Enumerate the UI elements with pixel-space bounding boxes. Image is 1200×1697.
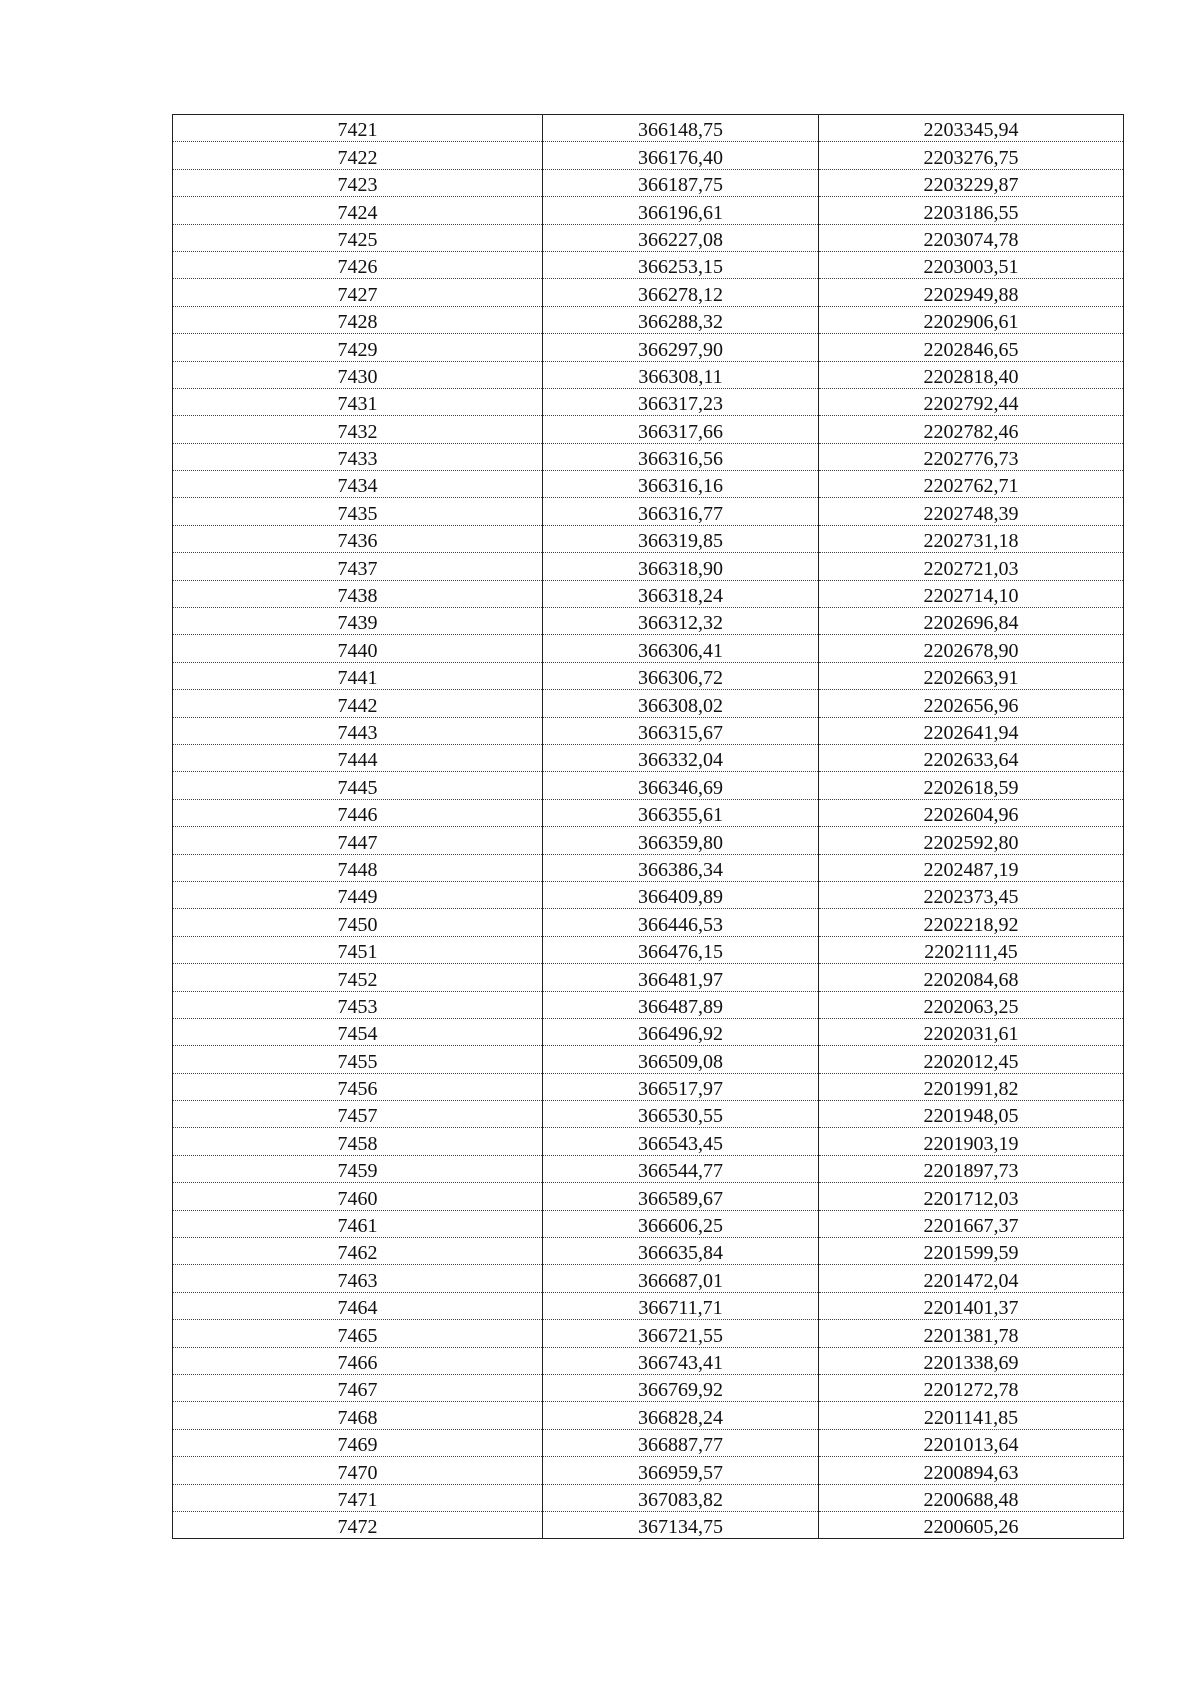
y-coordinate-cell: 2202218,92 xyxy=(819,909,1124,936)
point-number-cell: 7450 xyxy=(173,909,543,936)
point-number-cell: 7439 xyxy=(173,608,543,635)
table-row xyxy=(173,1265,1124,1292)
point-number-cell: 7461 xyxy=(173,1210,543,1237)
table-row xyxy=(173,936,1124,963)
x-coordinate-cell: 366176,40 xyxy=(543,142,819,169)
x-coordinate-cell: 366319,85 xyxy=(543,525,819,552)
x-coordinate-cell: 366721,55 xyxy=(543,1320,819,1347)
x-coordinate-cell: 366346,69 xyxy=(543,772,819,799)
table-row xyxy=(173,909,1124,936)
coordinates-table-body xyxy=(173,115,1124,1539)
table-row xyxy=(173,306,1124,333)
x-coordinate-cell: 366308,02 xyxy=(543,690,819,717)
x-coordinate-cell: 366530,55 xyxy=(543,1101,819,1128)
point-number-cell: 7471 xyxy=(173,1484,543,1511)
table-row xyxy=(173,1155,1124,1182)
point-number-cell: 7437 xyxy=(173,553,543,580)
table-row xyxy=(173,224,1124,251)
table-row xyxy=(173,471,1124,498)
y-coordinate-cell: 2200688,48 xyxy=(819,1484,1124,1511)
x-coordinate-cell: 366297,90 xyxy=(543,334,819,361)
y-coordinate-cell: 2202663,91 xyxy=(819,662,1124,689)
point-number-cell: 7426 xyxy=(173,251,543,278)
x-coordinate-cell: 366278,12 xyxy=(543,279,819,306)
y-coordinate-cell: 2202641,94 xyxy=(819,717,1124,744)
y-coordinate-cell: 2201141,85 xyxy=(819,1402,1124,1429)
point-number-cell: 7441 xyxy=(173,662,543,689)
x-coordinate-cell: 366187,75 xyxy=(543,169,819,196)
point-number-cell: 7432 xyxy=(173,416,543,443)
table-row xyxy=(173,1128,1124,1155)
point-number-cell: 7424 xyxy=(173,197,543,224)
y-coordinate-cell: 2202063,25 xyxy=(819,991,1124,1018)
x-coordinate-cell: 366148,75 xyxy=(543,115,819,142)
point-number-cell: 7429 xyxy=(173,334,543,361)
point-number-cell: 7470 xyxy=(173,1457,543,1484)
y-coordinate-cell: 2202731,18 xyxy=(819,525,1124,552)
coordinates-table xyxy=(172,114,1124,1539)
y-coordinate-cell: 2202373,45 xyxy=(819,881,1124,908)
x-coordinate-cell: 366496,92 xyxy=(543,1018,819,1045)
point-number-cell: 7440 xyxy=(173,635,543,662)
table-row xyxy=(173,1457,1124,1484)
y-coordinate-cell: 2202782,46 xyxy=(819,416,1124,443)
y-coordinate-cell: 2202031,61 xyxy=(819,1018,1124,1045)
point-number-cell: 7446 xyxy=(173,799,543,826)
y-coordinate-cell: 2202604,96 xyxy=(819,799,1124,826)
y-coordinate-cell: 2201991,82 xyxy=(819,1073,1124,1100)
table-row xyxy=(173,553,1124,580)
table-row xyxy=(173,1046,1124,1073)
x-coordinate-cell: 366606,25 xyxy=(543,1210,819,1237)
point-number-cell: 7463 xyxy=(173,1265,543,1292)
table-row xyxy=(173,334,1124,361)
table-row xyxy=(173,827,1124,854)
table-row xyxy=(173,1374,1124,1401)
x-coordinate-cell: 366635,84 xyxy=(543,1238,819,1265)
x-coordinate-cell: 366317,23 xyxy=(543,388,819,415)
table-row xyxy=(173,251,1124,278)
table-row xyxy=(173,1210,1124,1237)
point-number-cell: 7445 xyxy=(173,772,543,799)
point-number-cell: 7458 xyxy=(173,1128,543,1155)
table-row xyxy=(173,1292,1124,1319)
x-coordinate-cell: 366743,41 xyxy=(543,1347,819,1374)
y-coordinate-cell: 2202846,65 xyxy=(819,334,1124,361)
table-row xyxy=(173,169,1124,196)
table-row xyxy=(173,1238,1124,1265)
y-coordinate-cell: 2202721,03 xyxy=(819,553,1124,580)
table-row xyxy=(173,388,1124,415)
x-coordinate-cell: 366306,41 xyxy=(543,635,819,662)
point-number-cell: 7472 xyxy=(173,1511,543,1538)
x-coordinate-cell: 366543,45 xyxy=(543,1128,819,1155)
table-row xyxy=(173,772,1124,799)
y-coordinate-cell: 2202633,64 xyxy=(819,744,1124,771)
y-coordinate-cell: 2202111,45 xyxy=(819,936,1124,963)
x-coordinate-cell: 366312,32 xyxy=(543,608,819,635)
x-coordinate-cell: 366517,97 xyxy=(543,1073,819,1100)
y-coordinate-cell: 2202487,19 xyxy=(819,854,1124,881)
y-coordinate-cell: 2202714,10 xyxy=(819,580,1124,607)
table-row xyxy=(173,498,1124,525)
table-row xyxy=(173,443,1124,470)
x-coordinate-cell: 366487,89 xyxy=(543,991,819,1018)
y-coordinate-cell: 2202792,44 xyxy=(819,388,1124,415)
y-coordinate-cell: 2201667,37 xyxy=(819,1210,1124,1237)
x-coordinate-cell: 366446,53 xyxy=(543,909,819,936)
table-row xyxy=(173,635,1124,662)
table-row xyxy=(173,964,1124,991)
x-coordinate-cell: 366253,15 xyxy=(543,251,819,278)
point-number-cell: 7442 xyxy=(173,690,543,717)
table-row xyxy=(173,744,1124,771)
x-coordinate-cell: 366386,34 xyxy=(543,854,819,881)
y-coordinate-cell: 2201013,64 xyxy=(819,1429,1124,1456)
x-coordinate-cell: 366288,32 xyxy=(543,306,819,333)
point-number-cell: 7448 xyxy=(173,854,543,881)
table-row xyxy=(173,1511,1124,1538)
y-coordinate-cell: 2202762,71 xyxy=(819,471,1124,498)
y-coordinate-cell: 2201338,69 xyxy=(819,1347,1124,1374)
point-number-cell: 7430 xyxy=(173,361,543,388)
table-row xyxy=(173,279,1124,306)
table-row xyxy=(173,1073,1124,1100)
table-row xyxy=(173,142,1124,169)
x-coordinate-cell: 366306,72 xyxy=(543,662,819,689)
point-number-cell: 7457 xyxy=(173,1101,543,1128)
x-coordinate-cell: 366828,24 xyxy=(543,1402,819,1429)
y-coordinate-cell: 2202776,73 xyxy=(819,443,1124,470)
x-coordinate-cell: 366509,08 xyxy=(543,1046,819,1073)
x-coordinate-cell: 366315,67 xyxy=(543,717,819,744)
point-number-cell: 7455 xyxy=(173,1046,543,1073)
x-coordinate-cell: 366476,15 xyxy=(543,936,819,963)
x-coordinate-cell: 367134,75 xyxy=(543,1511,819,1538)
point-number-cell: 7451 xyxy=(173,936,543,963)
table-row xyxy=(173,799,1124,826)
y-coordinate-cell: 2202748,39 xyxy=(819,498,1124,525)
y-coordinate-cell: 2200894,63 xyxy=(819,1457,1124,1484)
y-coordinate-cell: 2202696,84 xyxy=(819,608,1124,635)
x-coordinate-cell: 366359,80 xyxy=(543,827,819,854)
table-row xyxy=(173,1402,1124,1429)
point-number-cell: 7453 xyxy=(173,991,543,1018)
point-number-cell: 7422 xyxy=(173,142,543,169)
point-number-cell: 7447 xyxy=(173,827,543,854)
table-row xyxy=(173,416,1124,443)
y-coordinate-cell: 2202012,45 xyxy=(819,1046,1124,1073)
x-coordinate-cell: 366227,08 xyxy=(543,224,819,251)
x-coordinate-cell: 366316,56 xyxy=(543,443,819,470)
x-coordinate-cell: 366544,77 xyxy=(543,1155,819,1182)
y-coordinate-cell: 2203003,51 xyxy=(819,251,1124,278)
table-row xyxy=(173,881,1124,908)
point-number-cell: 7434 xyxy=(173,471,543,498)
y-coordinate-cell: 2203345,94 xyxy=(819,115,1124,142)
table-row xyxy=(173,854,1124,881)
y-coordinate-cell: 2202949,88 xyxy=(819,279,1124,306)
table-row xyxy=(173,115,1124,142)
table-row xyxy=(173,991,1124,1018)
point-number-cell: 7428 xyxy=(173,306,543,333)
y-coordinate-cell: 2201903,19 xyxy=(819,1128,1124,1155)
point-number-cell: 7469 xyxy=(173,1429,543,1456)
x-coordinate-cell: 366589,67 xyxy=(543,1183,819,1210)
x-coordinate-cell: 366481,97 xyxy=(543,964,819,991)
x-coordinate-cell: 366769,92 xyxy=(543,1374,819,1401)
table-row xyxy=(173,1183,1124,1210)
table-row xyxy=(173,580,1124,607)
y-coordinate-cell: 2202592,80 xyxy=(819,827,1124,854)
table-row xyxy=(173,361,1124,388)
y-coordinate-cell: 2201272,78 xyxy=(819,1374,1124,1401)
y-coordinate-cell: 2200605,26 xyxy=(819,1511,1124,1538)
point-number-cell: 7443 xyxy=(173,717,543,744)
x-coordinate-cell: 366318,24 xyxy=(543,580,819,607)
point-number-cell: 7438 xyxy=(173,580,543,607)
table-row xyxy=(173,717,1124,744)
x-coordinate-cell: 366317,66 xyxy=(543,416,819,443)
x-coordinate-cell: 366355,61 xyxy=(543,799,819,826)
x-coordinate-cell: 366196,61 xyxy=(543,197,819,224)
y-coordinate-cell: 2203074,78 xyxy=(819,224,1124,251)
point-number-cell: 7467 xyxy=(173,1374,543,1401)
point-number-cell: 7466 xyxy=(173,1347,543,1374)
point-number-cell: 7464 xyxy=(173,1292,543,1319)
point-number-cell: 7462 xyxy=(173,1238,543,1265)
point-number-cell: 7459 xyxy=(173,1155,543,1182)
y-coordinate-cell: 2203229,87 xyxy=(819,169,1124,196)
point-number-cell: 7444 xyxy=(173,744,543,771)
y-coordinate-cell: 2201712,03 xyxy=(819,1183,1124,1210)
x-coordinate-cell: 366332,04 xyxy=(543,744,819,771)
point-number-cell: 7431 xyxy=(173,388,543,415)
point-number-cell: 7427 xyxy=(173,279,543,306)
table-row xyxy=(173,690,1124,717)
point-number-cell: 7421 xyxy=(173,115,543,142)
point-number-cell: 7449 xyxy=(173,881,543,908)
table-row xyxy=(173,1101,1124,1128)
x-coordinate-cell: 366687,01 xyxy=(543,1265,819,1292)
table-row xyxy=(173,525,1124,552)
point-number-cell: 7460 xyxy=(173,1183,543,1210)
y-coordinate-cell: 2201472,04 xyxy=(819,1265,1124,1292)
x-coordinate-cell: 366959,57 xyxy=(543,1457,819,1484)
point-number-cell: 7423 xyxy=(173,169,543,196)
x-coordinate-cell: 366316,16 xyxy=(543,471,819,498)
table-row xyxy=(173,1018,1124,1045)
y-coordinate-cell: 2202678,90 xyxy=(819,635,1124,662)
table-row xyxy=(173,662,1124,689)
y-coordinate-cell: 2203186,55 xyxy=(819,197,1124,224)
x-coordinate-cell: 366318,90 xyxy=(543,553,819,580)
table-row xyxy=(173,1347,1124,1374)
y-coordinate-cell: 2201401,37 xyxy=(819,1292,1124,1319)
x-coordinate-cell: 366409,89 xyxy=(543,881,819,908)
y-coordinate-cell: 2201381,78 xyxy=(819,1320,1124,1347)
point-number-cell: 7456 xyxy=(173,1073,543,1100)
table-row xyxy=(173,1429,1124,1456)
y-coordinate-cell: 2203276,75 xyxy=(819,142,1124,169)
y-coordinate-cell: 2202618,59 xyxy=(819,772,1124,799)
x-coordinate-cell: 367083,82 xyxy=(543,1484,819,1511)
table-row xyxy=(173,608,1124,635)
point-number-cell: 7433 xyxy=(173,443,543,470)
table-row xyxy=(173,1484,1124,1511)
x-coordinate-cell: 366316,77 xyxy=(543,498,819,525)
point-number-cell: 7452 xyxy=(173,964,543,991)
x-coordinate-cell: 366887,77 xyxy=(543,1429,819,1456)
x-coordinate-cell: 366711,71 xyxy=(543,1292,819,1319)
y-coordinate-cell: 2202818,40 xyxy=(819,361,1124,388)
y-coordinate-cell: 2202906,61 xyxy=(819,306,1124,333)
point-number-cell: 7468 xyxy=(173,1402,543,1429)
y-coordinate-cell: 2202656,96 xyxy=(819,690,1124,717)
point-number-cell: 7425 xyxy=(173,224,543,251)
point-number-cell: 7465 xyxy=(173,1320,543,1347)
table-row xyxy=(173,197,1124,224)
point-number-cell: 7436 xyxy=(173,525,543,552)
y-coordinate-cell: 2202084,68 xyxy=(819,964,1124,991)
y-coordinate-cell: 2201897,73 xyxy=(819,1155,1124,1182)
y-coordinate-cell: 2201599,59 xyxy=(819,1238,1124,1265)
point-number-cell: 7454 xyxy=(173,1018,543,1045)
x-coordinate-cell: 366308,11 xyxy=(543,361,819,388)
table-row xyxy=(173,1320,1124,1347)
point-number-cell: 7435 xyxy=(173,498,543,525)
y-coordinate-cell: 2201948,05 xyxy=(819,1101,1124,1128)
